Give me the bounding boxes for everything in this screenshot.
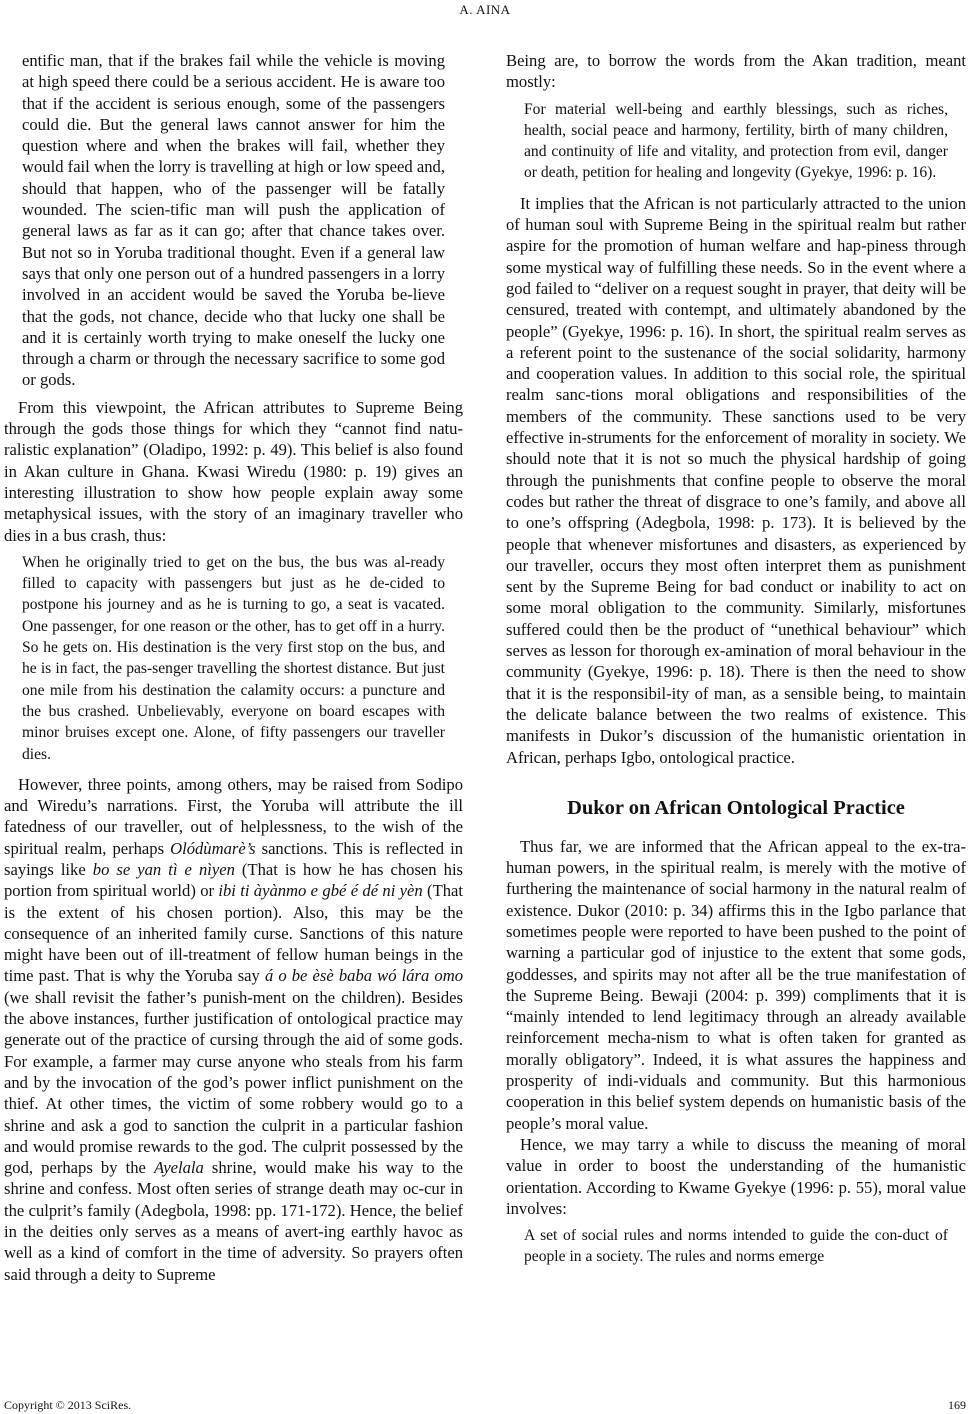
running-head: A. AINA <box>459 2 511 17</box>
paragraph: Thus far, we are informed that the African appeal to the ex-tra-human powers, in the spiritual realm, is merely with the motive of furthering the maintenance of social harmony in the natural realm of existence. Dukor (2010: p. 34) affirms this in the Igbo parlance that sometimes people were reported to have been pushed to the point of warning a particular god of injustice to the extent that some gods, goddesses, and spirits may not after all be the true manifestation of the Supreme Being. Bewaji (2004: p. 399) compliments that it is “mainly intended to lend legitimacy through an already available reinforcement mecha-nism to what is often taken for granted as morally obligatory”. Indeed, it is what assures the happiness and prosperity of indi-viduals and community. But this harmonious cooperation in this belief system depends on humanistic basis of the people’s moral value. <box>506 836 966 1133</box>
paragraph: However, three points, among others, may be raised from Sodipo and Wiredu’s narrations. First, the Yoruba will attribute the ill fatedness of our traveller, out of helplessness, to the wish of the spiritual realm, perhaps Olódùmarè’s sanctions. This is reflected in sayings like bo se yan tì e nìyen (That is how he has chosen his portion from spiritual world) or ibi ti àyànmo e gbé é dé ni yèn (That is the extent of his chosen portion). Also, this may be the consequence of an inherited family curse. Sanctions of this nature might have been out of ill-treatment of fellow human beings in the time past. That is why the Yoruba say á o be èsè baba wó lára omo (we shall revisit the father’s punish-ment on the children). Besides the above instances, further justification of ontological practice may generate out of the practice of cursing through the aid of some gods. For example, a farmer may curse anyone who steals from his farm and by the invocation of the god’s power inflict punishment on the thief. At other times, the victim of some robbery would go to a shrine and ask a god to sanction the culprit in a particular fashion and would promise rewards to the god. The culprit possessed by the god, perhaps by the Ayelala shrine, would make his way to the shrine and confess. Most often series of strange death may oc-cur in the culprit’s family (Adegbola, 1998: pp. 171-172). Hence, the belief in the deities only serves as a means of avert-ing earthly havoc as well as a kind of comfort in the time of adversity. So prayers often said through a deity to Supreme <box>4 774 464 1284</box>
block-quote-moral-value <box>524 1225 948 1268</box>
italic-term: Ayelala <box>154 1158 204 1178</box>
block-quote-gyekye <box>524 99 948 184</box>
copyright-notice: Copyright © 2013 SciRes. <box>4 1398 132 1412</box>
paragraph: Hence, we may tarry a while to discuss the meaning of moral value in order to boost the understanding of the humanistic orientation. According to Kwame Gyekye (1996: p. 55), moral value involves: <box>506 1134 966 1218</box>
italic-term: ibi ti àyànmo e gbé é dé ni yèn <box>218 881 423 901</box>
left-column <box>4 50 463 1285</box>
block-quote-sodipo <box>22 50 445 391</box>
page-footer <box>4 1398 966 1413</box>
italic-term: á o be èsè baba wó lára omo <box>264 966 463 986</box>
page-number: 169 <box>948 1398 966 1412</box>
quote-text: A set of social rules and norms intended to guide the con-duct of people in a society. The rules and norms emerge <box>524 1227 948 1266</box>
quote-text: When he originally tried to get on the bus, the bus was al-ready filled to capacity with passengers but just as he de-cided to postpone his journey and as he is turning to go, a seat is vacated. One passenger, for one reason or the other, has to get off in a hurry. So he gets on. His destination is the very first stop on the bus, and he is in fact, the pas-senger travelling the shortest distance. But just one mile from his destination the calamity occurs: a puncture and the bus crashed. Unbelievably, everyone on board escapes with minor bruises except one. Alone, of fifty passengers our traveller dies. <box>22 553 445 763</box>
quote-text: For material well-being and earthly blessings, such as riches, health, social peace and harmony, fertility, birth of many children, and continuity of life and vitality, and protection from evil, danger or death, petition for healing and longevity (Gyekye, 1996: p. 16). <box>524 100 948 182</box>
block-quote-wiredu <box>22 552 445 765</box>
paragraph: From this viewpoint, the African attributes to Supreme Being through the gods those things for which they “cannot find natu-ralistic explanation” (Oladipo, 1992: p. 49). This belief is also found in Akan culture in Ghana. Kwasi Wiredu (1980: p. 19) gives an interesting illustration to show how people explain away some metaphysical issues, with the story of an imaginary traveller who dies in a bus crash, thus: <box>4 397 463 545</box>
paragraph: Being are, to borrow the words from the Akan tradition, meant mostly: <box>506 51 966 92</box>
italic-term: bo se yan tì e nìyen <box>92 859 235 879</box>
paragraph: It implies that the African is not particularly attracted to the union of human soul with Supreme Being in the spiritual realm but rather aspire for the promotion of human welfare and hap-piness through some mystical way of fulfilling these needs. So in the event where a god failed to “deliver on a request sought in prayer, that deity will be censured, treated with contempt, and ultimately abandoned by the people” (Gyekye, 1996: p. 16). In short, the spiritual realm serves as a referent point to the sustenance of the social solidarity, harmony and cooperation values. In addition to this social role, the spiritual realm sanc-tions moral obligations and responsibilities of the members of the community. These sanctions used to be very effective in-struments for the enforcement of morality in society. We should note that it is not so much the physical hardship of going through the punishments that confine people to observe the moral codes but rather the threat of disgrace to one’s family, and above all to one’s offspring (Adegbola, 1998: p. 173). It is believed by the people that whenever misfortunes and disasters, as experienced by our traveller, occurs they most often interpret them as punishment sent by the Supreme Being for bad conduct or inability to act on some moral obligation to the community. Similarly, misfortunes suffered could then be the product of “unethical behaviour” which serves as lesson for thorough ex-amination of moral behaviour in the community (Gyekye, 1996: p. 18). There is then the need to show that it is the responsibil-ity of man, as a sensible being, to maintain the delicate balance between the two realms of existence. This manifests in Dukor’s discussion of the humanistic orientation in African, perhaps Igbo, ontological practice. <box>506 193 966 767</box>
right-column <box>506 50 966 1268</box>
italic-term: Olódùmarè’s <box>170 838 256 858</box>
section-heading: Dukor on African Ontological Practice <box>567 796 905 819</box>
quote-text: entific man, that if the brakes fail while the vehicle is moving at high speed there could be a serious accident. He is aware too that if the accident is serious enough, some of the passengers could die. But the general laws cannot answer for him the question where and when the brakes will fail, whether they would fail when the lorry is travelling at high or low speed and, should that happen, who of the passenger will be fatally wounded. The scien-tific man will push the application of general laws as far as it can go; after that chance takes over. But not so in Yoruba traditional thought. Even if a general law says that only one person out of a hundred passengers in a lorry involved in an accident would be saved the Yoruba be-lieve that the gods, not chance, decide who that lucky one shall be and it is certainly worth trying to make oneself the lucky one through a charm or through the necessary sacrifice to some god or gods. <box>22 51 445 390</box>
